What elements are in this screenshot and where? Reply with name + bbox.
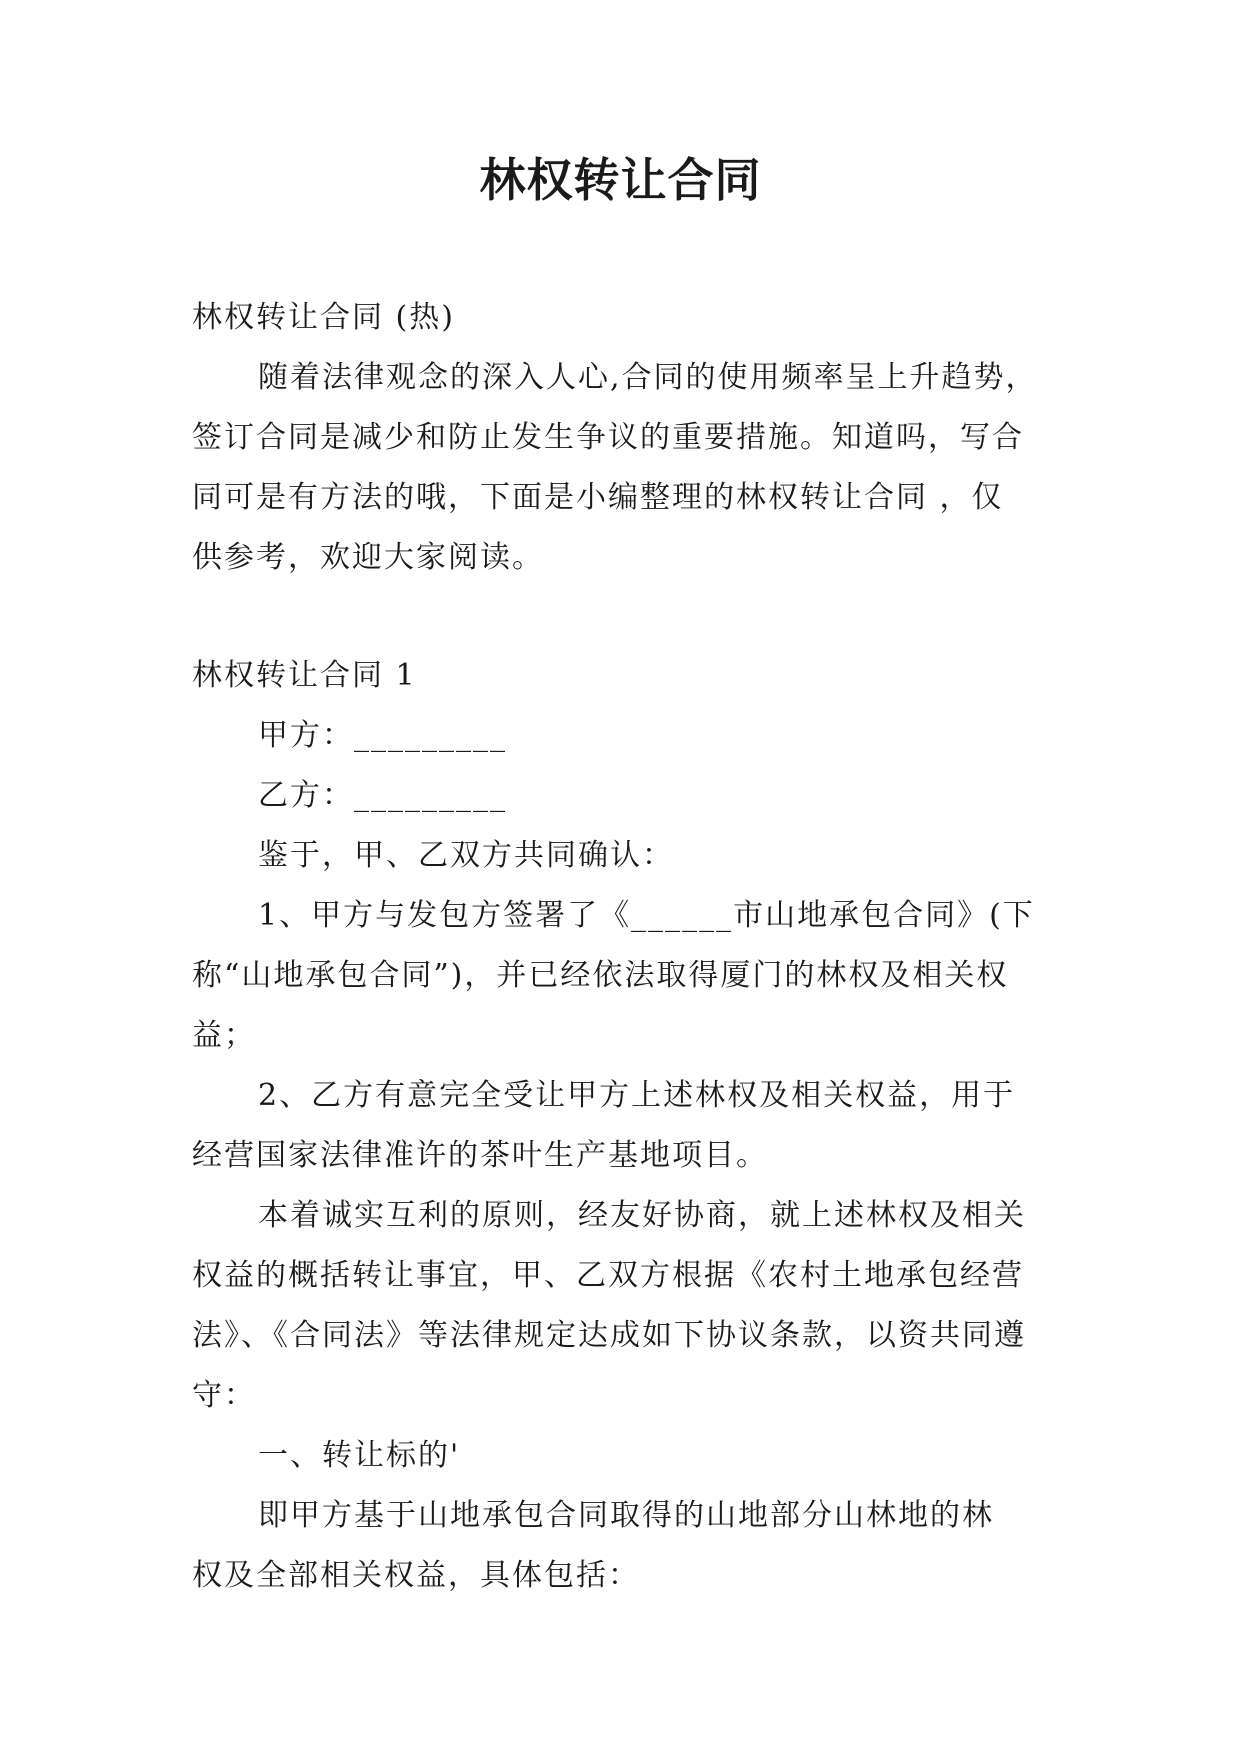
- paragraph-line: 随着法律观念的深入人心,合同的使用频率呈上升趋势，: [258, 360, 1038, 395]
- party-b-line: 乙方：_________: [258, 778, 507, 813]
- paragraph-line: 林权转让合同 (热): [192, 300, 455, 335]
- paragraph-line: 本着诚实互利的原则，经友好协商，就上述林权及相关: [258, 1198, 1026, 1233]
- party-a-line: 甲方：_________: [258, 718, 507, 753]
- paragraph-line: 同可是有方法的哦，下面是小编整理的林权转让合同 ，仅: [192, 480, 1004, 515]
- paragraph-line: 称“山地承包合同”)，并已经依法取得厦门的林权及相关权: [192, 958, 1009, 993]
- document-title: 林权转让合同: [479, 153, 762, 207]
- paragraph-line: 权及全部相关权益，具体包括：: [192, 1558, 640, 1593]
- clause-heading: 一、转让标的': [258, 1438, 461, 1473]
- paragraph-line: 鉴于，甲、乙双方共同确认：: [258, 838, 674, 873]
- paragraph-line: 法》、《合同法》等法律规定达成如下协议条款，以资共同遵: [192, 1318, 1026, 1353]
- paragraph-line: 签订合同是减少和防止发生争议的重要措施。知道吗，写合: [192, 420, 1024, 455]
- paragraph-line: 权益的概括转让事宜，甲、乙双方根据《农村土地承包经营: [192, 1258, 1024, 1293]
- paragraph-line: 1、甲方与发包方签署了《______市山地承包合同》(下: [258, 898, 1035, 933]
- document-body: [192, 288, 1052, 1606]
- paragraph-line: 守：: [192, 1378, 256, 1413]
- paragraph-line: 益；: [192, 1018, 256, 1053]
- paragraph-gap: [192, 588, 1052, 646]
- paragraph-line: 即甲方基于山地承包合同取得的山地部分山林地的林: [258, 1498, 994, 1533]
- paragraph-line: 2、乙方有意完全受让甲方上述林权及相关权益，用于: [258, 1078, 1016, 1113]
- paragraph-line: 经营国家法律准许的茶叶生产基地项目。: [192, 1138, 768, 1173]
- section-heading: 林权转让合同 1: [192, 658, 417, 693]
- paragraph-line: 供参考，欢迎大家阅读。: [192, 540, 544, 575]
